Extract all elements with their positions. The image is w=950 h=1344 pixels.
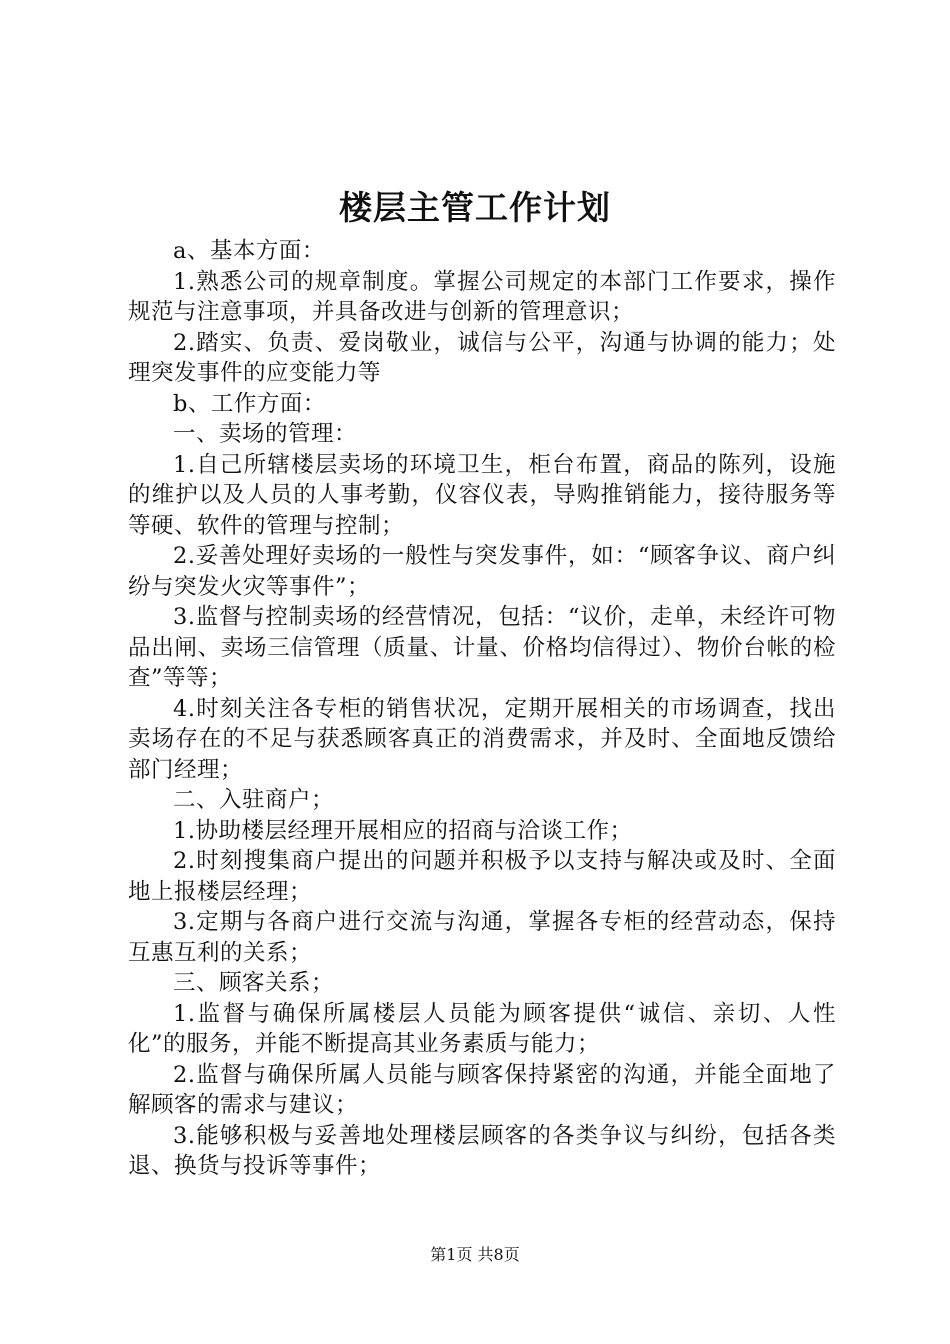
page-number-footer: 第1页 共8页 <box>430 1245 520 1264</box>
paragraph: 2.监督与确保所属人员能与顾客保持紧密的沟通，并能全面地了解顾客的需求与建议； <box>128 1061 836 1118</box>
paragraph: 3.能够积极与妥善地处理楼层顾客的各类争议与纠纷，包括各类退、换货与投诉等事件； <box>128 1122 836 1179</box>
paragraph: 2.踏实、负责、爱岗敬业，诚信与公平，沟通与协调的能力；处理突发事件的应变能力等 <box>128 329 836 386</box>
paragraph: 3.定期与各商户进行交流与沟通，掌握各专柜的经营动态，保持互惠互利的关系； <box>128 909 836 966</box>
paragraph: 1.熟悉公司的规章制度。掌握公司规定的本部门工作要求，操作规范与注意事项，并具备改进与创新的管理意识； <box>128 268 836 325</box>
document-body <box>128 236 836 1182</box>
paragraph: 2.时刻搜集商户提出的问题并积极予以支持与解决或及时、全面地上报楼层经理； <box>128 848 836 905</box>
paragraph: 4.时刻关注各专柜的销售状况，定期开展相关的市场调查，找出卖场存在的不足与获悉顾客真正的消费需求，并及时、全面地反馈给部门经理； <box>128 695 836 783</box>
document-title: 楼层主管工作计划 <box>339 188 611 227</box>
paragraph: 3.监督与控制卖场的经营情况，包括：“议价，走单，未经许可物品出闸、卖场三信管理（质量、计量、价格均信得过）、物价台帐的检查”等等； <box>128 604 836 691</box>
paragraph: 二、入驻商户； <box>173 787 335 813</box>
paragraph: a、基本方面： <box>173 238 325 264</box>
paragraph: 1.协助楼层经理开展相应的招商与洽谈工作； <box>173 817 633 844</box>
paragraph: b、工作方面： <box>173 390 326 417</box>
paragraph: 一、卖场的管理： <box>173 421 358 447</box>
paragraph: 三、顾客关系； <box>173 970 335 996</box>
paragraph: 1.监督与确保所属楼层人员能为顾客提供“诚信、亲切、人性化”的服务，并能不断提高其业务素质与能力； <box>128 1000 836 1057</box>
paragraph: 2.妥善处理好卖场的一般性与突发事件，如：“顾客争议、商户纠纷与突发火灾等事件”； <box>128 543 836 600</box>
paragraph: 1.自己所辖楼层卖场的环境卫生，柜台布置，商品的陈列，设施的维护以及人员的人事考勤，仪容仪表，导购推销能力，接待服务等等硬、软件的管理与控制； <box>128 451 836 539</box>
